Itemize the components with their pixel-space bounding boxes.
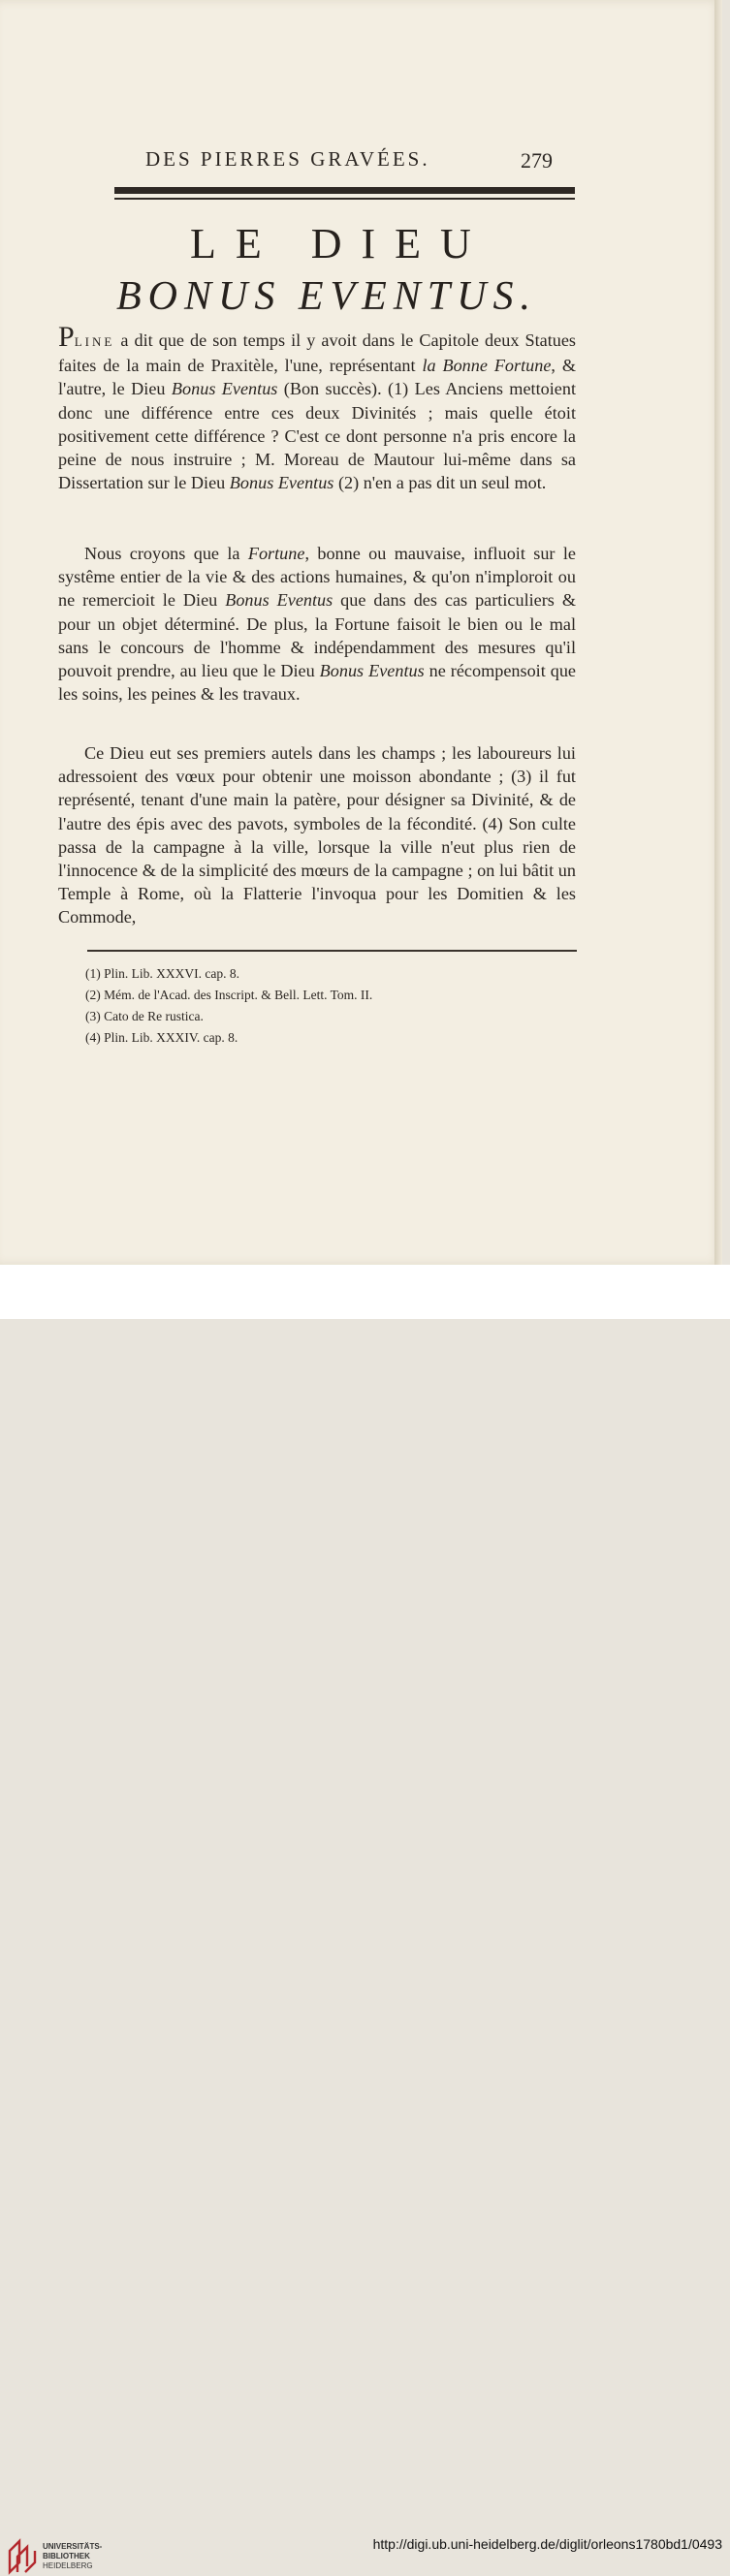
chapter-title-line2: BONUS EVENTUS. — [116, 274, 537, 319]
header-rule-thick — [114, 187, 575, 194]
text-run: que dans des cas particuliers & pour un objet déterminé. De plus, la Fortune faisoit le bien ou le mal sans le concours de l'homme & indépendamment des mesures qu'il pouvoit prendre, au lieu que le Dieu — [58, 590, 576, 681]
text-run: Nous croyons que la — [84, 544, 248, 563]
header-rule-thin — [114, 198, 575, 200]
running-head: DES PIERRES GRAVÉES. — [145, 147, 430, 171]
library-name-line1: UNIVERSITÄTS- — [43, 2542, 103, 2551]
footnote-2: (2) Mém. de l'Acad. des Inscript. & Bell. Lett. Tom. II. — [85, 988, 373, 1002]
footnote-rule — [87, 950, 577, 952]
small-caps-word: LINE — [74, 334, 115, 349]
text-run: , bonne ou mauvaise, influoit sur le systême entier de la vie & des actions humaines, & qu'on n'imploroit ou ne remercioit le Dieu — [58, 544, 576, 611]
footnote-4: (4) Plin. Lib. XXXIV. cap. 8. — [85, 1030, 238, 1045]
italic-run: Bonus Eventus — [171, 379, 278, 399]
text-run: , & l'autre, le Dieu — [58, 356, 576, 399]
paragraph-1 — [58, 321, 576, 494]
chapter-title-line1: LE DIEU — [190, 220, 491, 267]
text-run: a dit que de son temps il y avoit dans le Capitole deux Statues faites de la main de Praxitèle, l'une, représentant — [58, 330, 576, 376]
paragraph-2 — [58, 542, 576, 706]
footnotes — [85, 963, 570, 1049]
page-edge — [714, 0, 722, 1265]
page-number: 279 — [521, 148, 553, 173]
library-name-line3: HEIDELBERG — [43, 2561, 93, 2570]
text-run: ne récompensoit que les soins, les peines & les travaux. — [58, 661, 576, 705]
footnote-1: (1) Plin. Lib. XXXVI. cap. 8. — [85, 966, 239, 981]
italic-run: la Bonne Fortune — [422, 356, 552, 376]
italic-run: Fortune — [247, 544, 305, 563]
drop-cap: P — [58, 321, 75, 353]
footer-bar — [0, 1265, 730, 2570]
italic-run: Bonus Eventus — [225, 590, 333, 611]
italic-run: Bonus Eventus — [319, 661, 425, 681]
scanned-page — [0, 0, 722, 1265]
permalink-url[interactable]: http://digi.ub.uni-heidelberg.de/diglit/orleons1780bd1/0493 — [372, 2536, 722, 2552]
text-run: (2) n'en a pas dit un seul mot. — [333, 473, 547, 493]
library-logo-icon[interactable] — [6, 2537, 39, 2576]
italic-run: Bonus Eventus — [229, 473, 334, 493]
library-name-line2: BIBLIOTHEK — [43, 2552, 90, 2560]
library-name — [43, 2542, 102, 2571]
footnote-3: (3) Cato de Re rustica. — [85, 1009, 204, 1023]
logo-strokes — [10, 2541, 35, 2572]
paragraph-3: Ce Dieu eut ses premiers autels dans les champs ; les laboureurs lui adressoient des vœux pour obtenir une moisson abondante ; (3) il fut représenté, tenant d'une main la patère, pour désigner sa Divinité, & de l'autre des épis avec des pavots, symboles de la fécondité. (4) Son culte passa de la campagne à la ville, lorsque la ville n'eut plus rien de l'innocence & de la simplicité des mœurs de la campagne ; on lui bâtit un Temple à Rome, où la Flatterie l'invoqua pour les Domitien & les Commode, — [58, 743, 576, 927]
text-run: (Bon succès). (1) Les Anciens mettoient donc une différence entre ces deux Divinités ; mais quelle étoit positivement cette différence ? C'est ce dont personne n'a pris encore la peine de nous instruire ; M. Moreau de Mautour lui-même dans sa Dissertation sur le Dieu — [58, 379, 576, 493]
